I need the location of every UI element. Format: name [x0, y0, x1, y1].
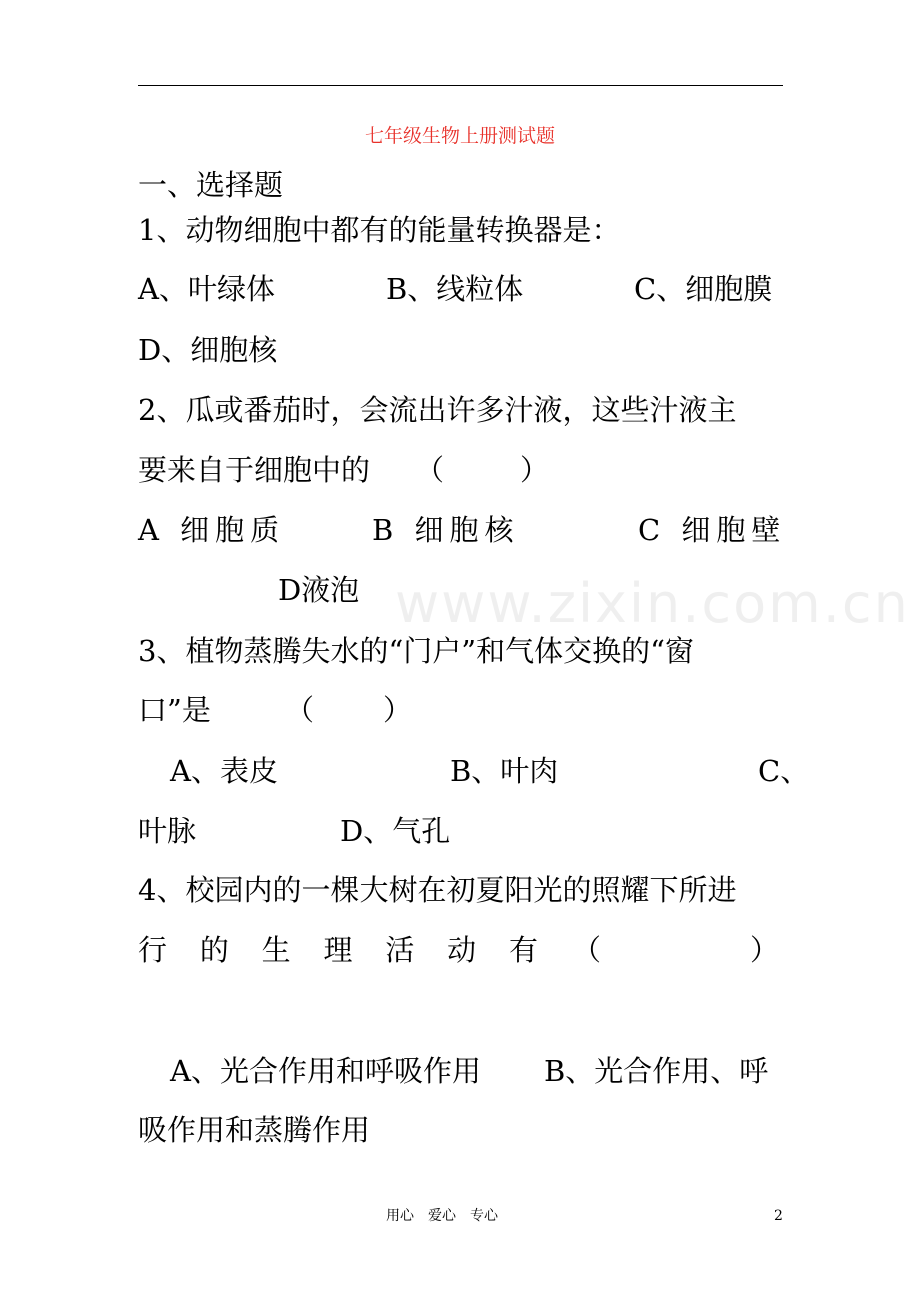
question-2-stem-line2: 要来自于细胞中的 [138, 453, 371, 487]
q3-answer-paren-close: ） [383, 693, 413, 727]
q2-answer-paren-close: ） [520, 453, 550, 487]
section-heading: 一、选择题 [138, 168, 284, 202]
header-rule [138, 85, 783, 86]
q1-option-d: D、细胞核 [138, 333, 278, 367]
q2-answer-paren-open: （ [415, 453, 445, 487]
q4-stem-char: 理 [323, 933, 353, 967]
q1-option-c: C、细胞膜 [634, 272, 773, 306]
q4-option-b-continued: 吸作用和蒸腾作用 [138, 1113, 371, 1147]
q3-option-a: A、表皮 [170, 754, 278, 788]
q4-stem-char: 行 [138, 933, 168, 967]
question-4-stem-line2 [138, 930, 538, 970]
question-3-stem-line2: 口”是 [138, 693, 211, 727]
question-1-stem: 1、动物细胞中都有的能量转换器是： [138, 213, 621, 247]
q4-stem-char: 生 [261, 933, 291, 967]
footer-motto: 用心 爱心 专心 [386, 1208, 498, 1224]
watermark: www.zixin.com.cn [395, 572, 910, 635]
q4-answer-paren-close: ） [750, 933, 780, 967]
q2-option-b: B 细胞核 [372, 513, 520, 547]
q1-option-b: B、线粒体 [386, 272, 524, 306]
question-4-stem-line1: 4、校园内的一棵大树在初夏阳光的照耀下所进 [138, 873, 737, 907]
question-3-stem-line1: 3、植物蒸腾失水的“门户”和气体交换的“窗 [138, 634, 694, 668]
q3-option-b: B、叶肉 [450, 754, 559, 788]
q4-stem-char: 有 [508, 933, 538, 967]
q4-stem-char: 的 [199, 933, 229, 967]
q2-option-c: C 细胞壁 [638, 513, 787, 547]
q3-option-d: D、气孔 [340, 814, 451, 848]
question-2-stem-line1: 2、瓜或番茄时，会流出许多汁液，这些汁液主 [138, 393, 737, 427]
page-number: 2 [774, 1208, 783, 1224]
q1-option-a: A、叶绿体 [138, 272, 275, 306]
q3-option-c-continued: 叶脉 [138, 814, 197, 848]
q2-option-a: A 细胞质 [138, 513, 286, 547]
q4-option-b: B、光合作用、呼 [544, 1054, 769, 1088]
q2-option-d: D液泡 [278, 573, 360, 607]
q4-option-a: A、光合作用和呼吸作用 [170, 1054, 481, 1088]
q4-stem-char: 活 [385, 933, 415, 967]
page-title: 七年级生物上册测试题 [364, 125, 555, 147]
q4-answer-paren-open: （ [572, 933, 602, 967]
q3-answer-paren-open: （ [285, 693, 315, 727]
q3-option-c: C、 [758, 754, 810, 788]
q4-stem-char: 动 [447, 933, 477, 967]
